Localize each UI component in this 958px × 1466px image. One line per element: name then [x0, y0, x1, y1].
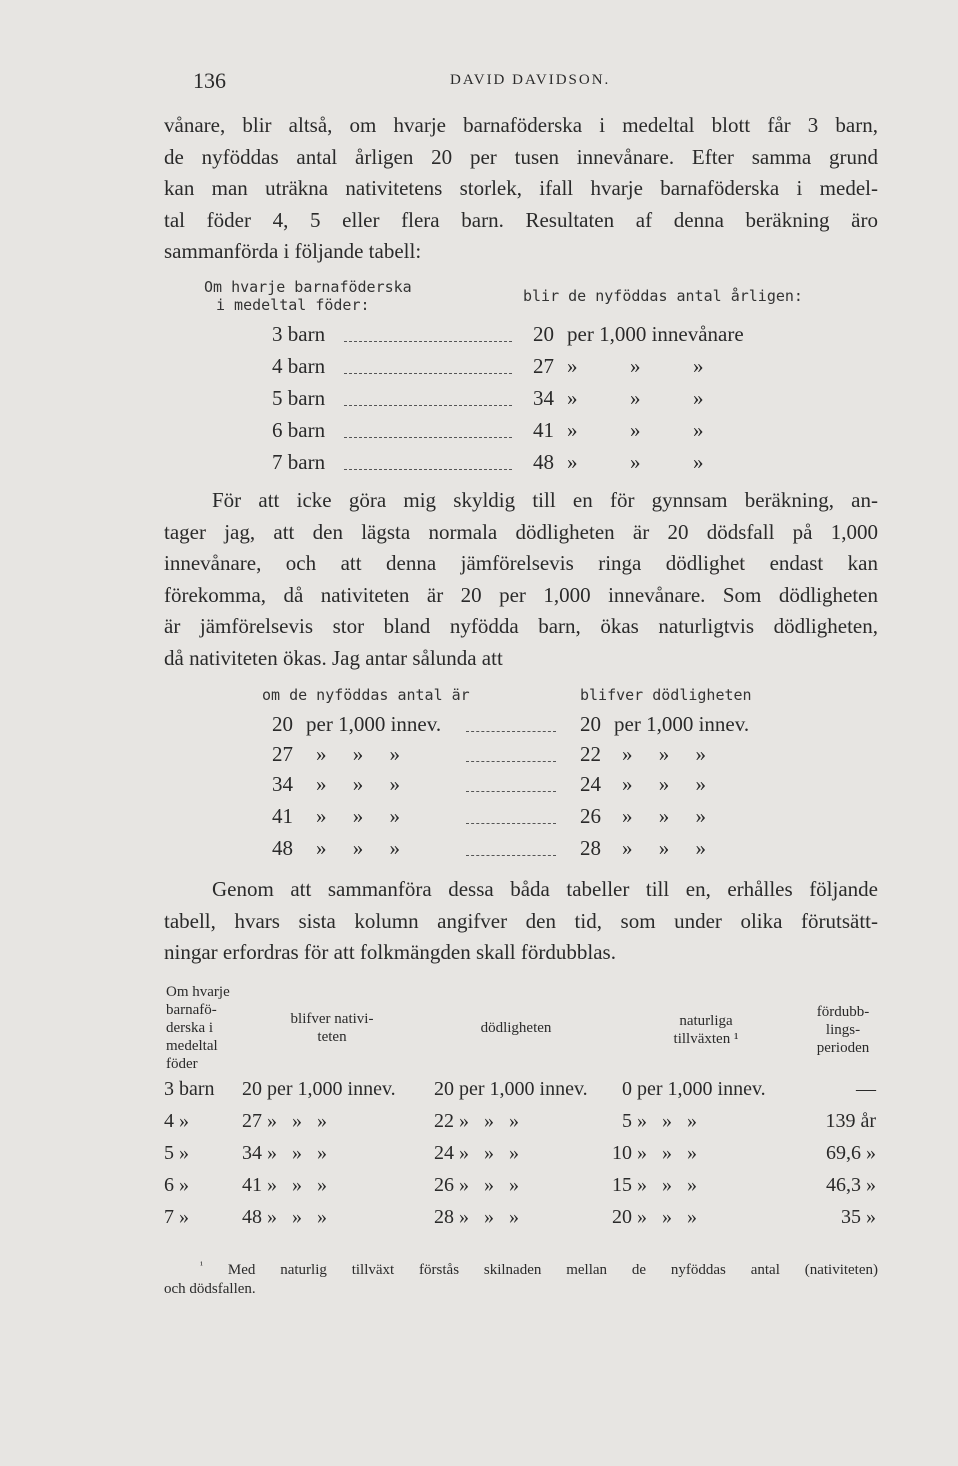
text-line: de nyföddas antal årligen 20 per tusen innevånare. Efter samma grund — [164, 144, 878, 169]
table1-header-left-1: Om hvarje barnaföderska — [204, 278, 412, 296]
table1-cell-left: 4 barn — [272, 354, 326, 378]
table2-cell-b-rest: » » » — [622, 742, 706, 766]
table2-header-right: blifver dödligheten — [580, 686, 752, 704]
table3-cell-2: 34 » » » — [242, 1142, 327, 1164]
table2-header-left: om de nyföddas antal är — [262, 686, 470, 704]
table3-cell-4: 10 » » » — [612, 1142, 697, 1164]
table2-cell-b: 26 — [580, 804, 601, 828]
header-line: fördubb- — [816, 1004, 870, 1020]
header-line: barnafö- — [166, 1002, 217, 1018]
table3-cell-2: 20 per 1,000 innev. — [242, 1078, 396, 1100]
table3-cell-1: 7 » — [164, 1206, 189, 1228]
table3-cell-3: 24 » » » — [434, 1142, 519, 1164]
header-line: perioden — [816, 1040, 870, 1056]
text-line: tabell, hvars sista kolumn angifver den tid, som under olika förutsätt- — [164, 908, 878, 933]
table1-cell-num: 41 — [533, 418, 554, 442]
header-line: teten — [317, 1029, 347, 1045]
table2-cell-a-rest: » » » — [316, 742, 400, 766]
table-row — [0, 1206, 958, 1236]
leader-dots — [466, 855, 556, 856]
header-line: dödligheten — [480, 1020, 552, 1036]
table3-cell-2: 27 » » » — [242, 1110, 327, 1132]
leader-dots — [344, 341, 512, 342]
leader-dots — [344, 469, 512, 470]
footnote — [164, 1256, 878, 1299]
table2-cell-a-rest: » » » — [316, 772, 400, 796]
table-row — [0, 772, 958, 802]
table1-cell-rest: » » » — [567, 354, 704, 378]
leader-dots — [466, 731, 556, 732]
footnote-line-2: och dödsfallen. — [164, 1281, 256, 1297]
table3-col4-header — [636, 1012, 776, 1048]
page-number: 136 — [193, 68, 226, 93]
table2-cell-a: 27 — [272, 742, 293, 766]
table3-col3-header — [446, 1019, 586, 1037]
table3-cell-3: 28 » » » — [434, 1206, 519, 1228]
footnote-text: Med naturlig tillväxt förstås skilnaden mellan de nyföddas antal (nativiteten) — [227, 1262, 879, 1278]
table-row — [0, 712, 958, 742]
text-line: tager jag, att den lägsta normala dödligheten är 20 dödsfall på 1,000 — [164, 519, 878, 544]
table2-cell-a: 41 — [272, 804, 293, 828]
table3-cell-1: 6 » — [164, 1174, 189, 1196]
table3-cell-4: 5 » » » — [622, 1110, 697, 1132]
text-line: är jämförelsevis stor bland nyfödda barn, ökas naturligtvis dödligheten, — [164, 614, 878, 638]
table3-cell-5: 139 år — [825, 1110, 876, 1132]
table3-cell-5: 69,6 » — [826, 1142, 876, 1164]
leader-dots — [466, 791, 556, 792]
table3-cell-2: 48 » » » — [242, 1206, 327, 1228]
text-line: sammanförda i följande tabell: — [164, 239, 422, 263]
table3-col5-header — [798, 1003, 888, 1057]
table3-col2-header — [262, 1010, 402, 1046]
table-row — [0, 1142, 958, 1172]
table1-cell-rest: per 1,000 innevånare — [567, 322, 744, 346]
text-line: För att icke göra mig skyldig till en för gynnsam beräkning, an- — [212, 488, 878, 512]
table3-cell-3: 20 per 1,000 innev. — [434, 1078, 588, 1100]
text-line: kan man uträkna nativitetens storlek, ifall hvarje barnaföderska i medel- — [164, 176, 878, 200]
table2-cell-a: 48 — [272, 836, 293, 860]
table2-cell-a-rest: per 1,000 innev. — [306, 712, 442, 736]
table2-cell-b-rest: » » » — [622, 804, 706, 828]
table1-cell-left: 5 barn — [272, 386, 326, 410]
table3-cell-4: 15 » » » — [612, 1174, 697, 1196]
leader-dots — [466, 761, 556, 762]
table1-header-left-2: i medeltal föder: — [216, 296, 370, 314]
table1-cell-num: 20 — [533, 322, 554, 346]
header-line: derska i — [166, 1020, 214, 1036]
middle-paragraph — [164, 485, 878, 674]
table3-cell-1: 5 » — [164, 1142, 189, 1164]
running-title: DAVID DAVIDSON. — [450, 72, 611, 88]
table1-cell-left: 7 barn — [272, 450, 326, 474]
table-row — [0, 1110, 958, 1140]
footnote-line-1 — [164, 1256, 878, 1280]
leader-dots — [344, 437, 512, 438]
table3-cell-5: — — [856, 1078, 876, 1100]
table3-cell-3: 26 » » » — [434, 1174, 519, 1196]
table-row — [0, 1174, 958, 1204]
table1-cell-rest: » » » — [567, 386, 704, 410]
table3-cell-5: 46,3 » — [826, 1174, 876, 1196]
table1-cell-num: 48 — [533, 450, 554, 474]
table2-cell-b-rest: » » » — [622, 772, 706, 796]
header-line: Om hvarje — [166, 984, 230, 1000]
footnote-marker: ¹ — [200, 1260, 203, 1271]
table2-cell-b: 28 — [580, 836, 601, 860]
leader-dots — [466, 823, 556, 824]
table-row — [0, 386, 958, 416]
table-row — [0, 322, 958, 352]
text-line: Genom att sammanföra dessa båda tabeller till en, erhålles följande — [212, 877, 878, 901]
table2-cell-a-rest: » » » — [316, 804, 400, 828]
leader-dots — [344, 373, 512, 374]
intro-paragraph — [164, 110, 878, 268]
closing-paragraph — [164, 874, 878, 969]
table3-cell-4: 0 per 1,000 innev. — [622, 1078, 766, 1100]
table-row — [0, 450, 958, 480]
text-line: då nativiteten ökas. Jag antar sålunda att — [164, 645, 503, 670]
table3-cell-4: 20 » » » — [612, 1206, 697, 1228]
table3-cell-5: 35 » — [841, 1206, 876, 1228]
table-row — [0, 742, 958, 772]
leader-dots — [344, 405, 512, 406]
table2-cell-a-rest: » » » — [316, 836, 400, 860]
table1-cell-left: 6 barn — [272, 418, 326, 442]
table2-cell-b: 20 — [580, 712, 601, 736]
table2-cell-a: 34 — [272, 772, 293, 796]
table-row — [0, 1078, 958, 1108]
text-line: innevånare, och att denna jämförelsevis ringa dödlighet endast kan — [164, 551, 878, 575]
table3-cell-1: 4 » — [164, 1110, 189, 1132]
table2-cell-b: 24 — [580, 772, 601, 796]
table-row — [0, 836, 958, 866]
table1-cell-rest: » » » — [567, 418, 704, 442]
table1-cell-num: 34 — [533, 386, 554, 410]
table3-cell-1: 3 barn — [164, 1078, 215, 1100]
table1-header-right: blir de nyföddas antal årligen: — [523, 287, 803, 305]
table3-col1-header — [166, 983, 256, 1073]
table1-cell-rest: » » » — [567, 450, 704, 474]
header-line: medeltal — [166, 1038, 218, 1054]
header-line: blifver nativi- — [290, 1011, 374, 1027]
table2-cell-b-rest: per 1,000 innev. — [614, 712, 750, 736]
table3-cell-3: 22 » » » — [434, 1110, 519, 1132]
header-line: föder — [166, 1056, 198, 1072]
text-line: tal föder 4, 5 eller flera barn. Resultaten af denna beräkning äro — [164, 207, 878, 232]
table2-cell-a: 20 — [272, 712, 293, 736]
table-row — [0, 354, 958, 384]
table2-cell-b-rest: » » » — [622, 836, 706, 860]
header-line: lings- — [825, 1022, 861, 1038]
table-row — [0, 804, 958, 834]
table-row — [0, 418, 958, 448]
table2-cell-b: 22 — [580, 742, 601, 766]
text-line: vånare, blir altså, om hvarje barnaföderska i medeltal blott får 3 barn, — [164, 113, 878, 137]
header-line: tillväxten ¹ — [673, 1031, 739, 1047]
table1-cell-num: 27 — [533, 354, 554, 378]
text-line: förekomma, då nativiteten är 20 per 1,000 innevånare. Som dödligheten — [164, 582, 878, 607]
text-line: ningar erfordras för att folkmängden skall fördubblas. — [164, 940, 616, 964]
table1-cell-left: 3 barn — [272, 322, 326, 346]
table3-cell-2: 41 » » » — [242, 1174, 327, 1196]
header-line: naturliga — [679, 1013, 733, 1029]
